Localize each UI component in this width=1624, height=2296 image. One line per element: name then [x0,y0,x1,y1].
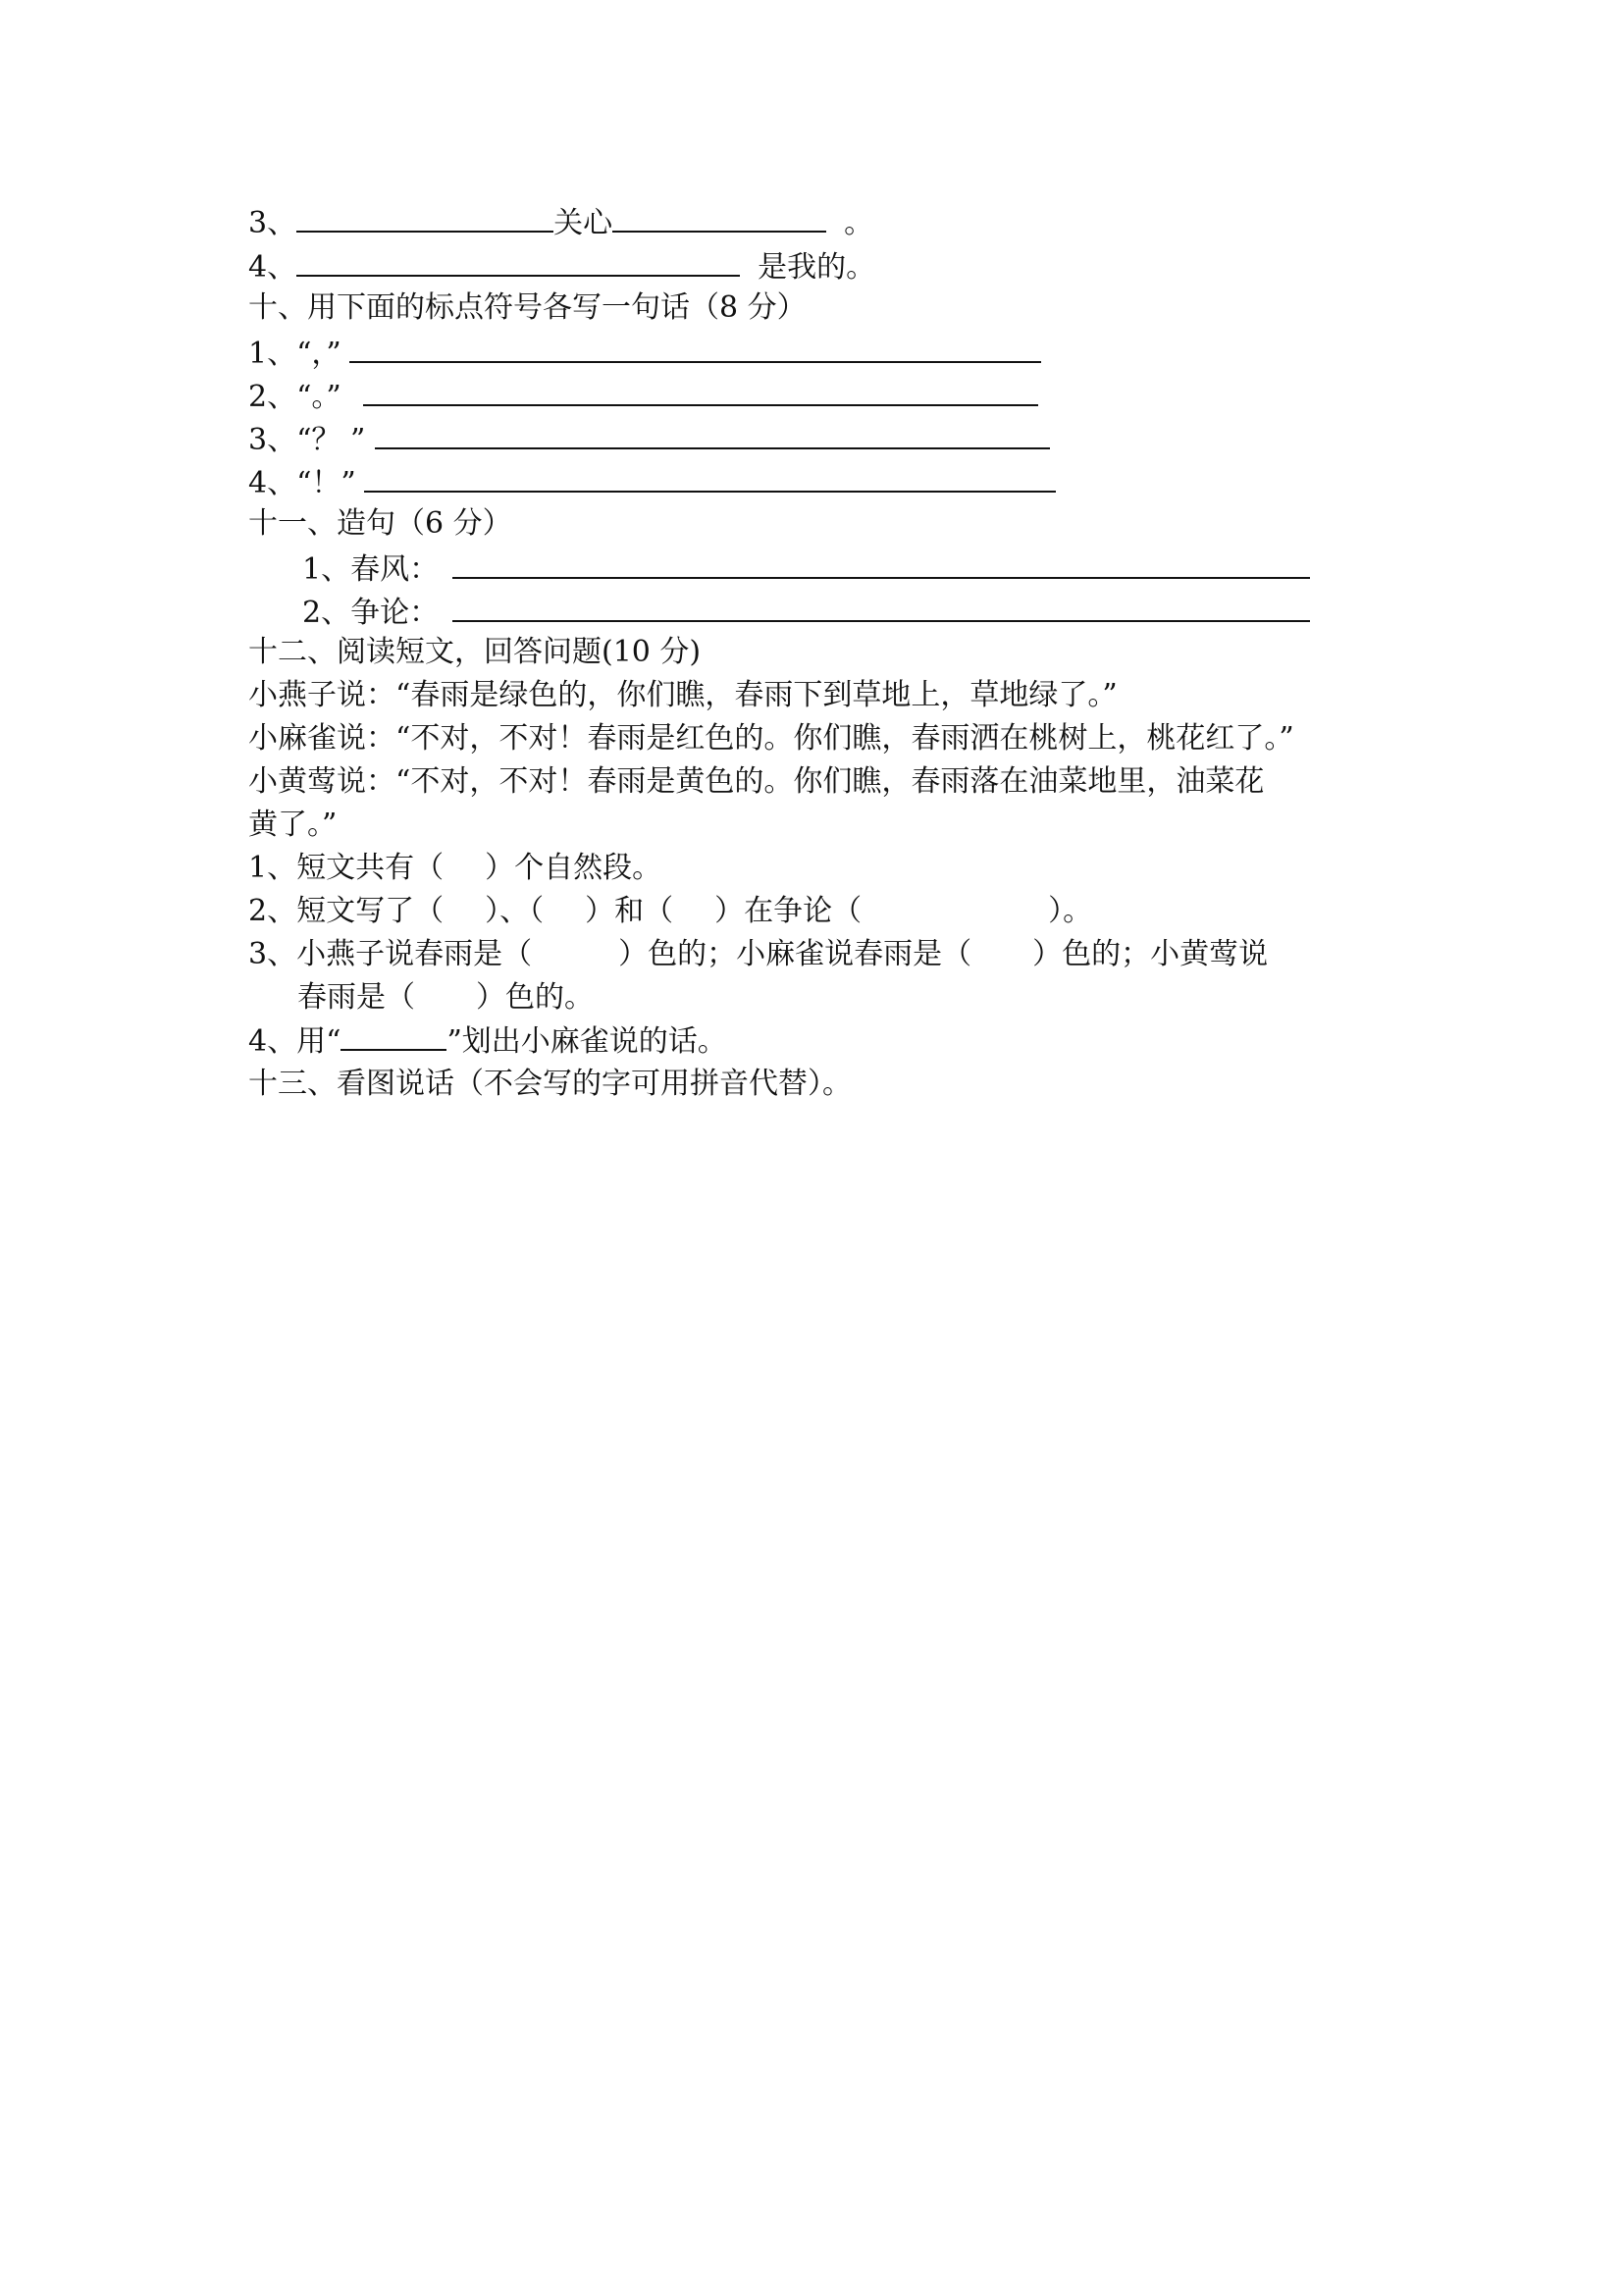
passage-line: 黄了。” [248,808,338,842]
punctuation-item-4 [248,461,1056,503]
answer-blank[interactable] [296,201,553,233]
item-text: 是我的。 [758,250,876,285]
punctuation-item-3 [248,418,1050,460]
sentence-item-1 [302,548,1310,590]
item-text: 1、春风： [302,552,440,587]
fill-item-3 [248,201,873,243]
section-11-heading: 十一、造句（6 分） [248,506,512,541]
item-text: 3、“？ ” [248,423,366,457]
answer-line[interactable] [452,591,1310,622]
fill-item-4 [248,245,875,287]
question-1: 1、短文共有（ ）个自然段。 [248,851,662,885]
section-10-heading: 十、用下面的标点符号各写一句话（8 分） [248,290,807,325]
item-text: 2、争论： [302,596,440,630]
passage-line: 小燕子说：“春雨是绿色的，你们瞧，春雨下到草地上，草地绿了。” [248,678,1118,712]
passage-line: 小麻雀说：“不对，不对！春雨是红色的。你们瞧，春雨洒在桃树上，桃花红了。” [248,721,1294,756]
question-3: 3、小燕子说春雨是（ ）色的；小麻雀说春雨是（ ）色的；小黄莺说 [248,937,1269,971]
item-number: 4、 [248,250,297,285]
answer-line[interactable] [375,418,1050,449]
item-text: 2、“。” [248,380,341,414]
item-text: 4、“！” [248,466,356,500]
question-2: 2、短文写了（ ）、（ ）和（ ）在争论（ ）。 [248,894,1093,928]
item-text: 1、“，” [248,337,341,371]
passage-line: 小黄莺说：“不对，不对！春雨是黄色的。你们瞧，春雨落在油菜地里，油菜花 [248,764,1265,799]
section-12-heading: 十二、阅读短文，回答问题(10 分) [248,635,702,669]
underline-sample [341,1021,446,1051]
answer-line[interactable] [452,548,1310,579]
punctuation-item-2 [248,375,1038,417]
answer-line[interactable] [349,332,1041,363]
answer-blank[interactable] [612,201,826,233]
answer-line[interactable] [364,461,1056,493]
sentence-item-2 [302,591,1310,633]
answer-blank[interactable] [296,245,740,277]
item-text: 关心 [553,206,613,240]
section-13-heading: 十三、看图说话（不会写的字可用拼音代替）。 [248,1067,852,1101]
punctuation-item-1 [248,332,1041,374]
item-text: 。 [844,206,874,240]
question-3-continued: 春雨是（ ）色的。 [297,980,594,1015]
answer-line[interactable] [363,375,1038,406]
item-number: 3、 [248,206,297,240]
question-4: 4、用“ ”划出小麻雀说的话。 [248,1021,727,1062]
